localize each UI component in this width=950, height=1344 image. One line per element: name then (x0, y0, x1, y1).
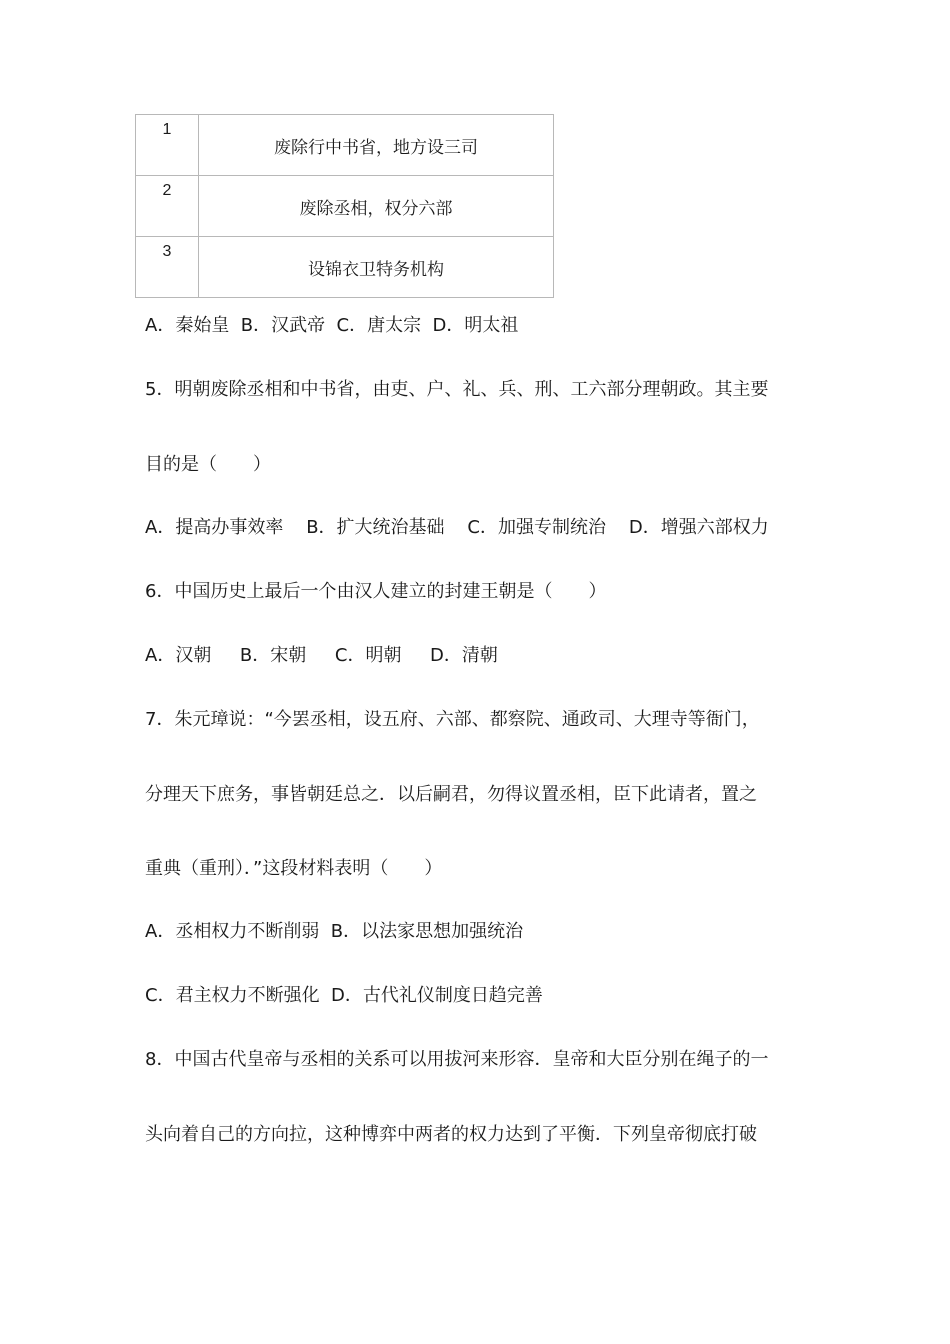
q7-stem-line3: 重典（重刑）．”这段材料表明（ ） (145, 858, 443, 879)
row-text-cell: 废除丞相，权分六部 (199, 176, 554, 237)
table-row (136, 237, 554, 298)
table-row (136, 176, 554, 237)
q8-stem-line2: 头向着自己的方向拉，这种博弈中两者的权力达到了平衡．下列皇帝彻底打破 (145, 1124, 757, 1145)
q5-stem-line2: 目的是（ ） (145, 454, 271, 475)
row-number-cell (136, 176, 199, 237)
row-number: 3 (162, 243, 172, 260)
row-number: 1 (162, 121, 172, 138)
row-number-cell (136, 115, 199, 176)
q7-options-ab: A．丞相权力不断削弱 B．以法家思想加强统治 (145, 921, 524, 942)
row-text-cell: 设锦衣卫特务机构 (199, 237, 554, 298)
row-number-cell (136, 237, 199, 298)
q5-options: A．提高办事效率 B．扩大统治基础 C．加强专制统治 D．增强六部权力 (145, 517, 769, 538)
q7-stem-line1: 7．朱元璋说：“今罢丞相，设五府、六部、都察院、通政司、大理寺等衙门， (145, 709, 760, 730)
q6-stem: 6．中国历史上最后一个由汉人建立的封建王朝是（ ） (145, 581, 607, 602)
q7-options-cd: C．君主权力不断强化 D．古代礼仪制度日趋完善 (145, 985, 543, 1006)
q4-options: A．秦始皇 B．汉武帝 C．唐太宗 D．明太祖 (145, 315, 519, 336)
q5-stem-line1: 5．明朝废除丞相和中书省，由吏、户、礼、兵、刑、工六部分理朝政。其主要 (145, 379, 769, 400)
row-number: 2 (162, 182, 172, 199)
reform-table (135, 114, 554, 298)
row-text-cell: 废除行中书省，地方设三司 (199, 115, 554, 176)
q7-stem-line2: 分理天下庶务，事皆朝廷总之．以后嗣君，勿得议置丞相，臣下此请者，置之 (145, 784, 757, 805)
q8-stem-line1: 8．中国古代皇帝与丞相的关系可以用拔河来形容．皇帝和大臣分别在绳子的一 (145, 1049, 769, 1070)
table-row (136, 115, 554, 176)
q6-options: A．汉朝 B．宋朝 C．明朝 D．清朝 (145, 645, 498, 666)
